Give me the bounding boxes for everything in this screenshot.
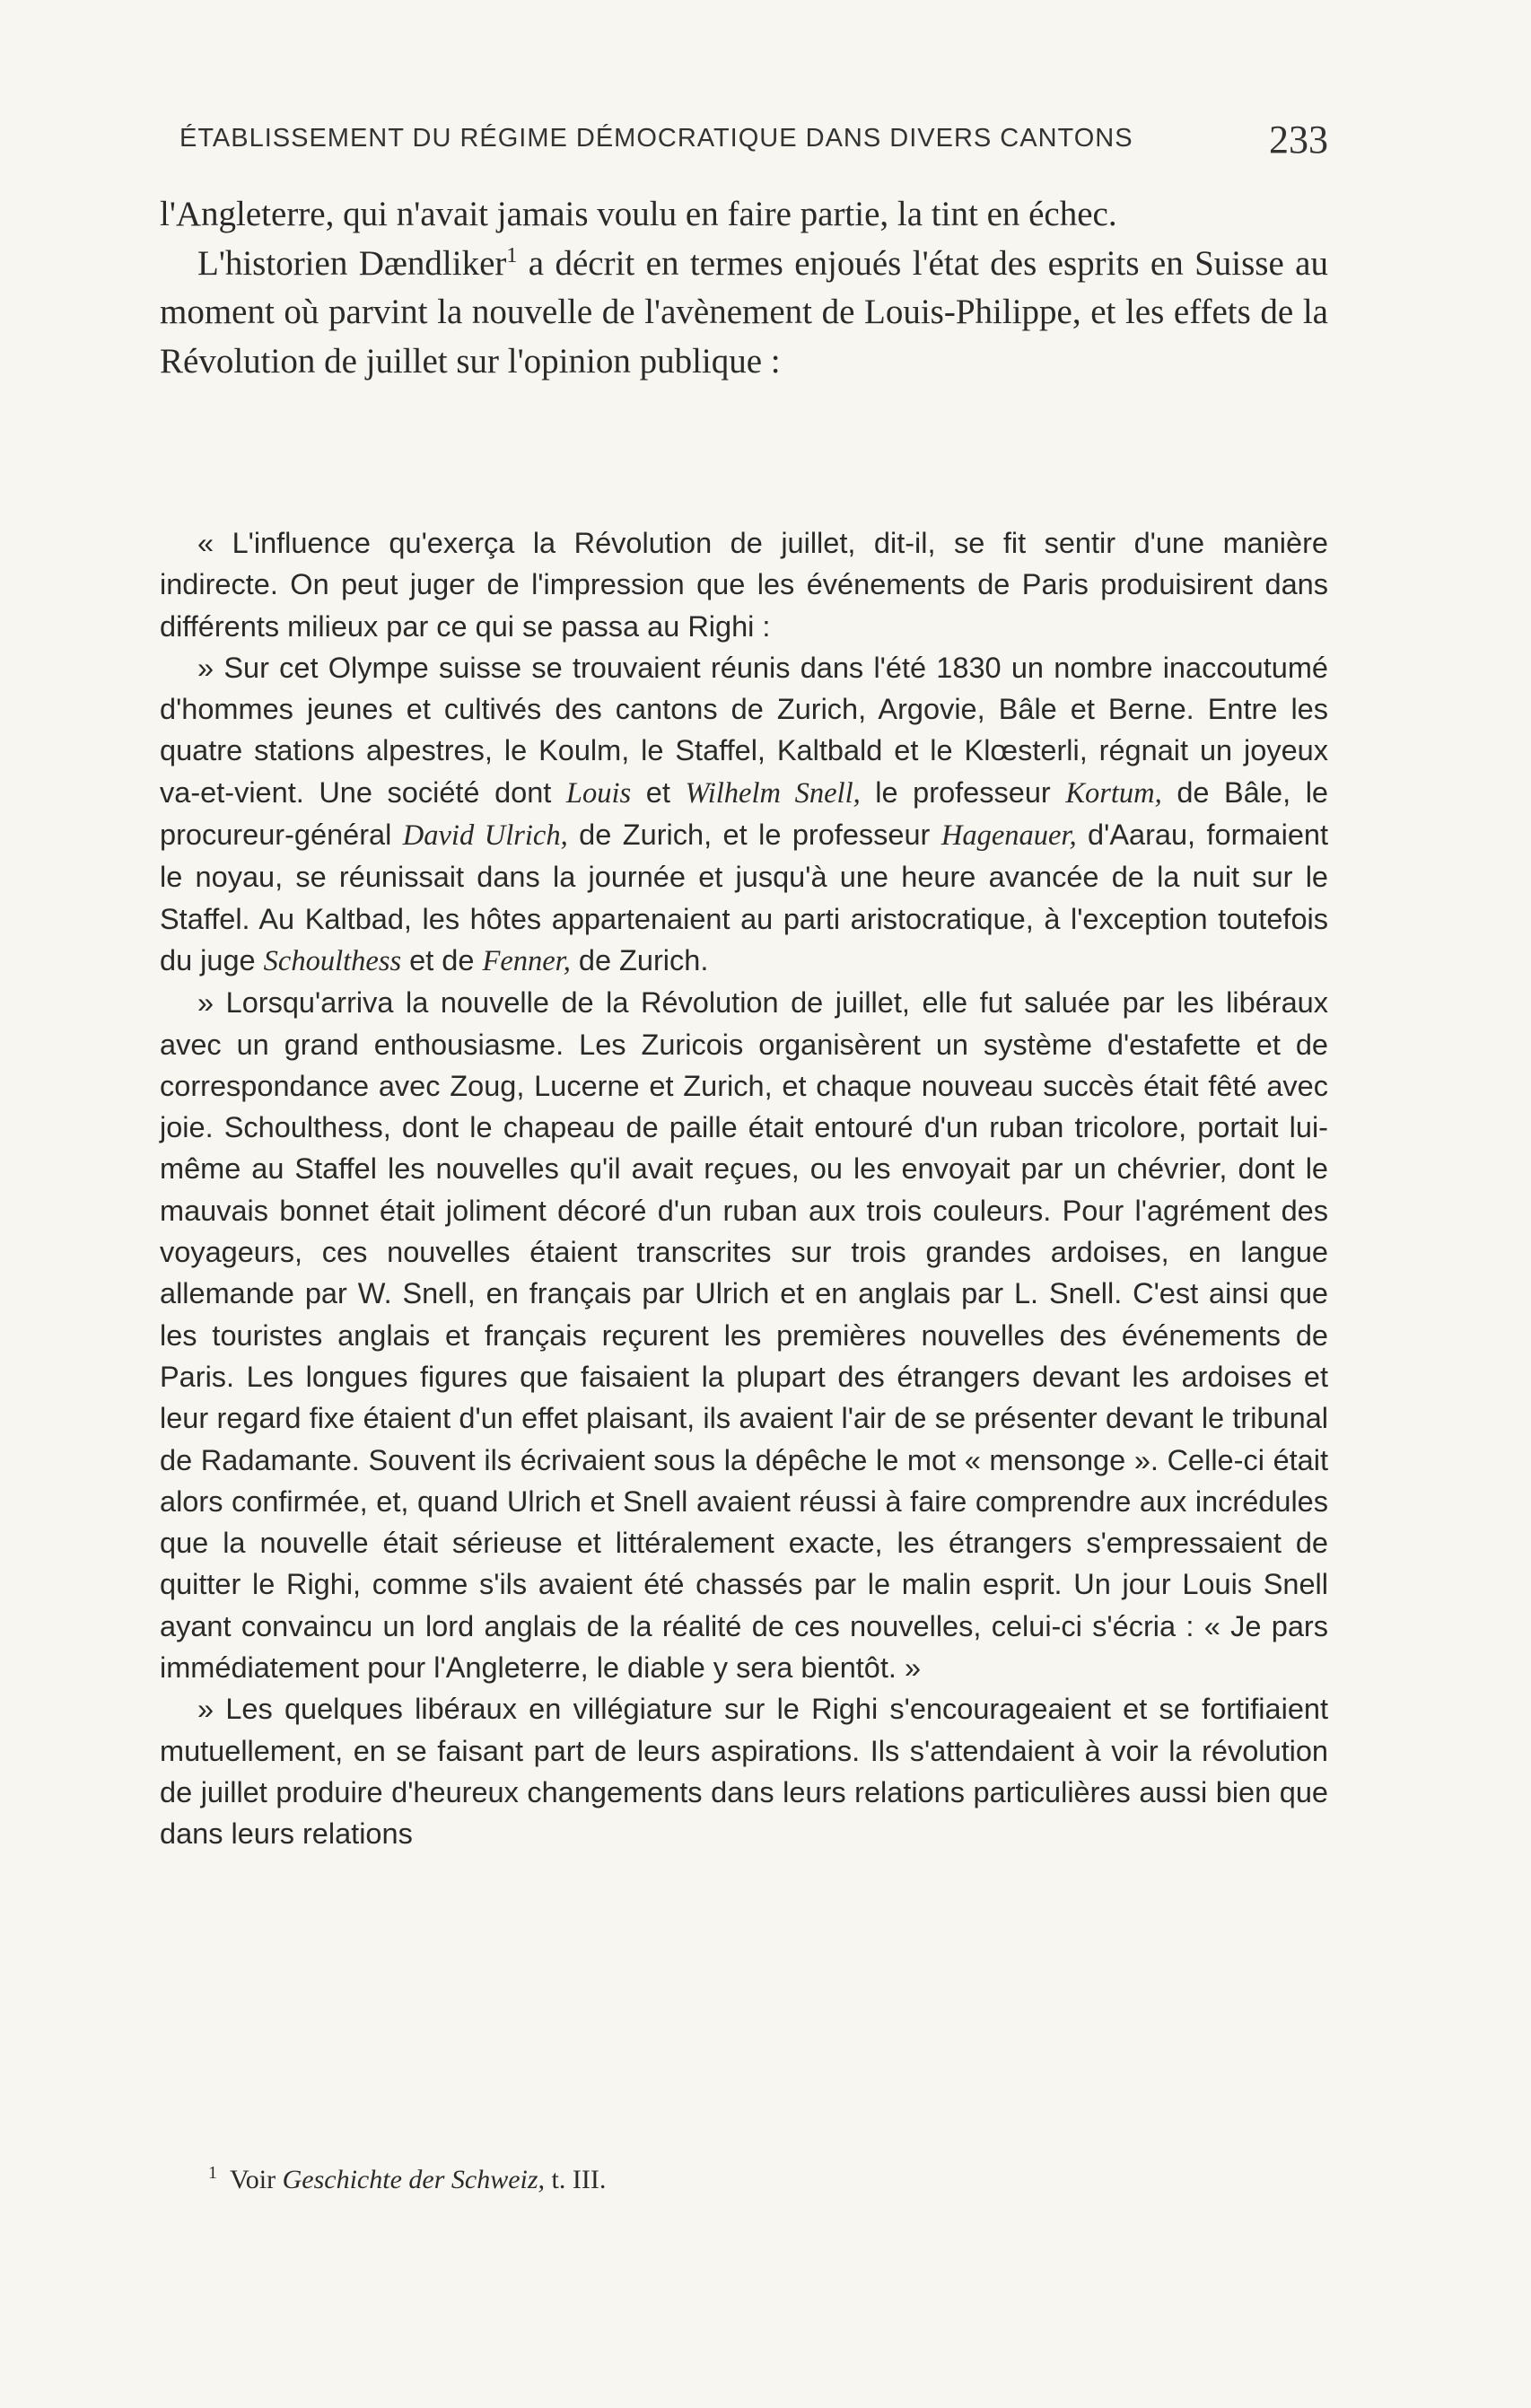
person-name: Wilhelm Snell, (685, 776, 861, 810)
person-name: Hagenauer, (940, 819, 1077, 853)
running-title: ÉTABLISSEMENT DU RÉGIME DÉMOCRATIQUE DANS DIVERS CANTONS (179, 124, 1133, 153)
footnote (208, 2163, 606, 2195)
text-run: t. III. (545, 2165, 607, 2194)
person-name: Schoulthess (263, 944, 402, 977)
person-name: Louis (565, 776, 632, 810)
person-name: David Ulrich, (402, 819, 568, 853)
footnote-number: 1 (208, 2163, 217, 2183)
page-number: 233 (1269, 118, 1328, 162)
paragraph: l'Angleterre, qui n'avait jamais voulu en faire partie, la tint en échec. (160, 195, 1117, 233)
quote-paragraph (160, 647, 1328, 982)
quoted-passage (160, 522, 1328, 1855)
text-run: Voir (230, 2165, 283, 2194)
quote-paragraph: » Les quelques libéraux en villégiature sur le Righi s'encourageaient et se fortifiaient mutuellement, en se faisant part de leurs aspirations. Ils s'attendaient à voir la révolution de juillet produire d'heureux changements dans leurs relations particulières aussi bien que dans leurs relations (160, 1693, 1328, 1851)
text-run: le professeur (860, 775, 1066, 809)
text-run: » Sur cet Olympe suisse se trouvaient réunis dans l'été 1830 un nombre inaccoutumé d'hommes jeunes et cultivés des cantons de Zurich, Argovie, Bâle et Berne. Entre les quatre stations alpestres, le Koulm, le Staffel, Kaltbald et le Klœsterli, régnait un joyeux va-et-vient. Une société dont (160, 651, 1328, 809)
main-text (160, 190, 1328, 386)
text-run: de Zurich. (570, 943, 709, 976)
cited-work: Geschichte der Schweiz, (282, 2165, 546, 2194)
text-run: de Bâle, le procureur-général (160, 775, 1329, 852)
paragraph (160, 240, 1328, 387)
quote-paragraph: « L'influence qu'exerça la Révolution de juillet, dit-il, se fit sentir d'une manière indirecte. On peut juger de l'impression que les événements de Paris produisirent dans différents milieux par ce qui se passa au Righi : (160, 527, 1328, 643)
text-run: et de (401, 943, 483, 976)
text-run: d'Aarau, formaient le noyau, se réunissait dans la journée et jusqu'à une heure avancée de la nuit sur le Staffel. Au Kaltbad, les hôtes appartenaient au parti aristocratique, à l'exception toutefois du juge (160, 819, 1328, 976)
quote-paragraph: » Lorsqu'arriva la nouvelle de la Révolution de juillet, elle fut saluée par les libéraux avec un grand enthousiasme. Les Zuricois organisèrent un système d'estafette et de correspondance avec Zoug, Lucerne et Zurich, et chaque nouveau succès était fêté avec joie. Schoulthess, dont le chapeau de paille était entouré d'un ruban tricolore, portait lui-même au Staffel les nouvelles qu'il avait reçues, ou les envoyait par un chévrier, dont le mauvais bonnet était joliment décoré d'un ruban aux trois couleurs. Pour l'agrément des voyageurs, ces nouvelles étaient transcrites sur trois grandes ardoises, en langue allemande par W. Snell, en français par Ulrich et en anglais par L. Snell. C'est ainsi que les touristes anglais et français reçurent les premières nouvelles des événements de Paris. Les longues figures que faisaient la plupart des étrangers devant les ardoises et leur regard fixe étaient d'un effet plaisant, ils avaient l'air de se présenter devant le tribunal de Radamante. Souvent ils écrivaient sous la dépêche le mot « mensonge ». Celle-ci était alors confirmée, et, quand Ulrich et Snell avaient réussi à faire comprendre aux incrédules que la nouvelle était sérieuse et littéralement exacte, les étrangers s'empressaient de quitter le Righi, comme s'ils avaient été chassés par le malin esprit. Un jour Louis Snell ayant convaincu un lord anglais de la réalité de ces nouvelles, celui-ci s'écria : « Je pars immédiatement pour l'Angleterre, le diable y sera bientôt. » (160, 986, 1328, 1685)
text-run: a décrit en termes enjoués l'état des esprits en Suisse au moment où parvint la nouvelle de l'avènement de Louis-Philippe, et les effets de la Révolution de juillet sur l'opinion publique : (160, 243, 1328, 381)
footnote-marker[interactable]: 1 (506, 243, 518, 267)
text-run: et (631, 775, 686, 809)
person-name: Fenner, (482, 944, 571, 977)
person-name: Kortum, (1065, 776, 1162, 810)
text-run: de Zurich, et le professeur (567, 819, 941, 852)
text-run: L'historien Dændliker (197, 243, 507, 283)
